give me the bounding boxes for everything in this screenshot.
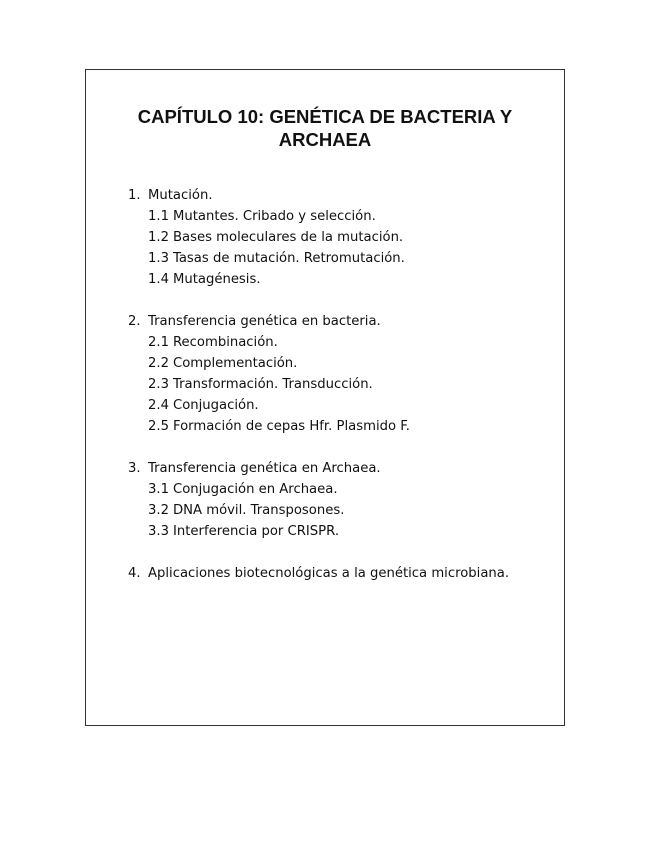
table-of-contents bbox=[128, 185, 558, 605]
subsection-text: Transformación. Transducción. bbox=[172, 377, 373, 392]
section-heading bbox=[128, 458, 558, 479]
subsection-number: 1.3 bbox=[148, 251, 169, 266]
chapter-title-line-1: CAPÍTULO 10: GENÉTICA DE BACTERIA Y bbox=[137, 106, 513, 127]
section-title: Mutación. bbox=[148, 188, 213, 203]
section-title: Aplicaciones biotecnológicas a la genética microbiana. bbox=[148, 566, 510, 581]
section-title: Transferencia genética en Archaea. bbox=[148, 461, 381, 476]
subsection-list bbox=[128, 206, 558, 290]
subsection-item bbox=[128, 248, 558, 269]
section-title: Transferencia genética en bacteria. bbox=[148, 314, 381, 329]
subsection-item bbox=[128, 332, 558, 353]
subsection-text: Interferencia por CRISPR. bbox=[172, 524, 340, 539]
subsection-text: DNA móvil. Transposones. bbox=[172, 503, 345, 518]
subsection-item bbox=[128, 353, 558, 374]
section-number: 1. bbox=[128, 188, 141, 203]
subsection-number: 3.3 bbox=[148, 524, 169, 539]
subsection-item bbox=[128, 500, 558, 521]
subsection-list bbox=[128, 479, 558, 542]
subsection-item bbox=[128, 479, 558, 500]
section-number: 4. bbox=[128, 566, 141, 581]
subsection-text: Recombinación. bbox=[172, 335, 278, 350]
section-2 bbox=[128, 311, 558, 437]
subsection-text: Bases moleculares de la mutación. bbox=[172, 230, 404, 245]
subsection-number: 1.1 bbox=[148, 209, 169, 224]
subsection-text: Conjugación en Archaea. bbox=[172, 482, 338, 497]
section-heading bbox=[128, 563, 558, 584]
subsection-text: Tasas de mutación. Retromutación. bbox=[172, 251, 405, 266]
subsection-text: Mutantes. Cribado y selección. bbox=[172, 209, 376, 224]
subsection-text: Formación de cepas Hfr. Plasmido F. bbox=[172, 419, 410, 434]
subsection-text: Conjugación. bbox=[172, 398, 259, 413]
section-1 bbox=[128, 185, 558, 290]
document-page bbox=[85, 69, 565, 726]
subsection-number: 1.4 bbox=[148, 272, 169, 287]
subsection-number: 2.1 bbox=[148, 335, 169, 350]
section-heading bbox=[128, 311, 558, 332]
subsection-number: 1.2 bbox=[148, 230, 169, 245]
subsection-list bbox=[128, 332, 558, 437]
subsection-number: 2.2 bbox=[148, 356, 169, 371]
section-number: 3. bbox=[128, 461, 141, 476]
subsection-text: Complementación. bbox=[172, 356, 298, 371]
chapter-title bbox=[86, 105, 564, 151]
subsection-text: Mutagénesis. bbox=[172, 272, 261, 287]
subsection-item bbox=[128, 206, 558, 227]
subsection-item bbox=[128, 374, 558, 395]
subsection-number: 2.3 bbox=[148, 377, 169, 392]
section-number: 2. bbox=[128, 314, 141, 329]
section-3 bbox=[128, 458, 558, 542]
subsection-item bbox=[128, 269, 558, 290]
section-4 bbox=[128, 563, 558, 584]
subsection-item bbox=[128, 521, 558, 542]
subsection-item bbox=[128, 416, 558, 437]
subsection-number: 2.4 bbox=[148, 398, 169, 413]
subsection-item bbox=[128, 395, 558, 416]
subsection-number: 2.5 bbox=[148, 419, 169, 434]
subsection-item bbox=[128, 227, 558, 248]
subsection-number: 3.2 bbox=[148, 503, 169, 518]
chapter-title-line-2: ARCHAEA bbox=[278, 129, 372, 150]
subsection-number: 3.1 bbox=[148, 482, 169, 497]
section-heading bbox=[128, 185, 558, 206]
